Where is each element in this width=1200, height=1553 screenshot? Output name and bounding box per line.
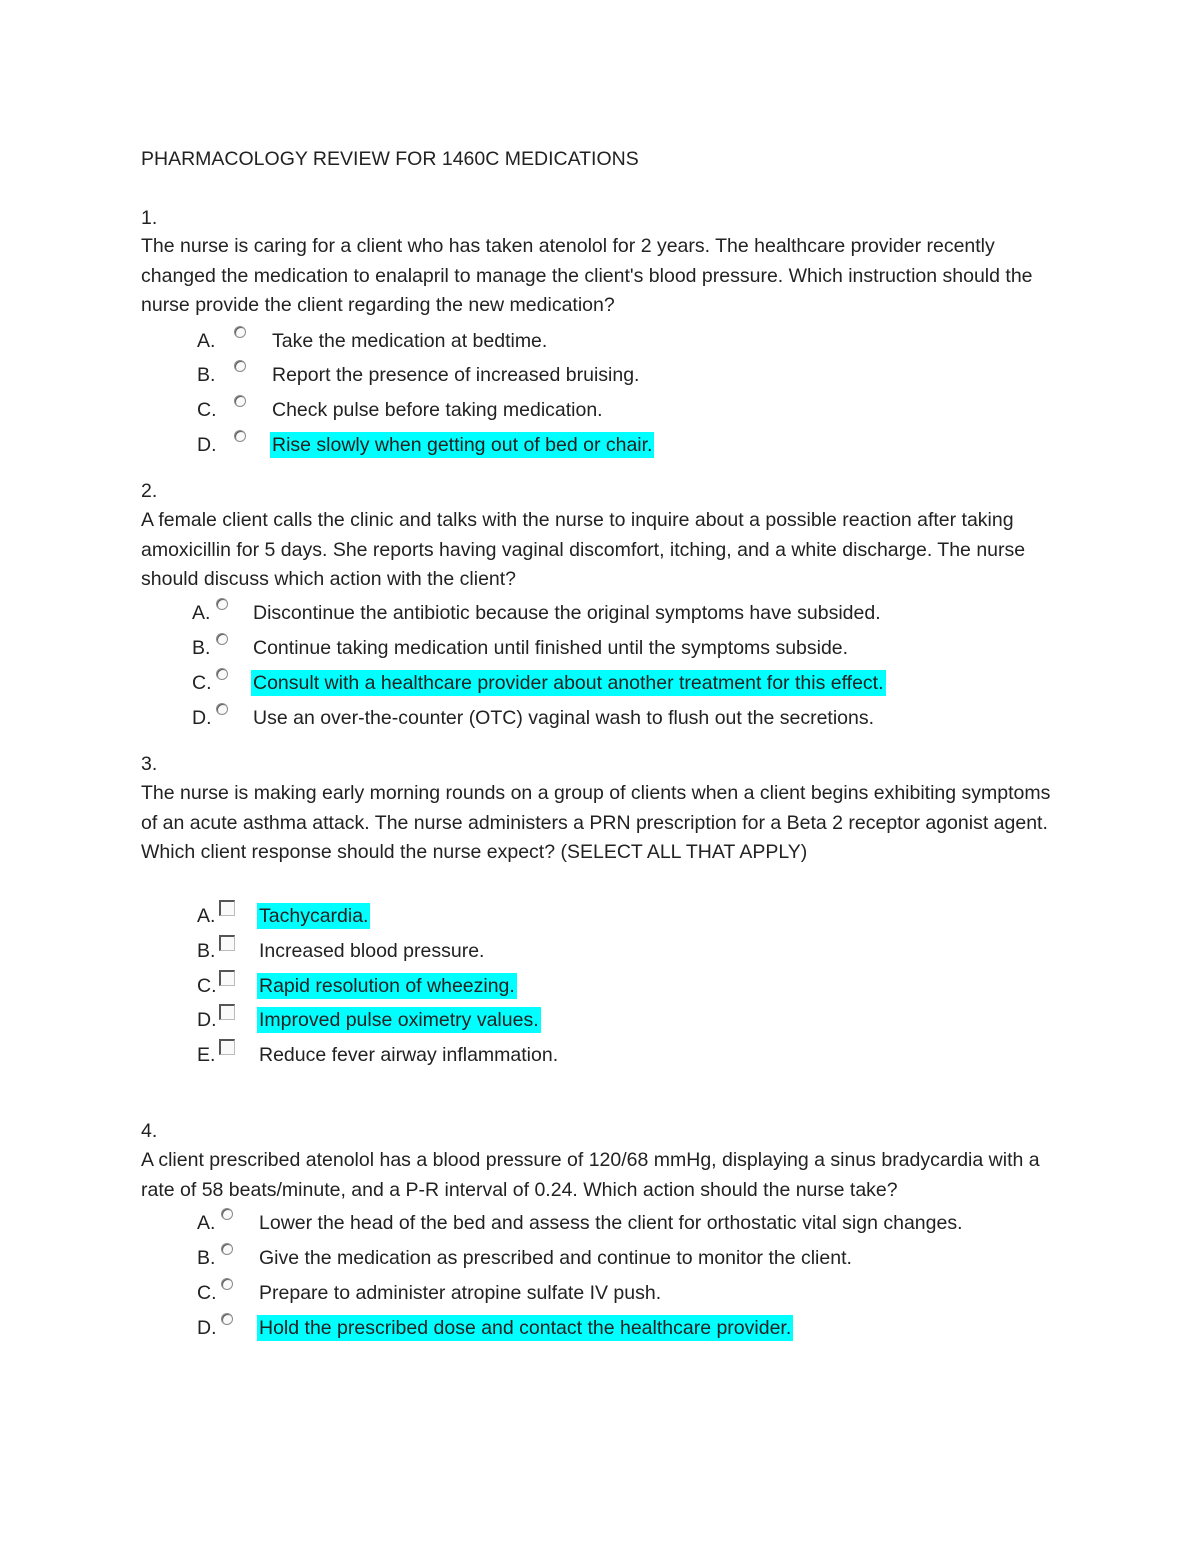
option-letter: E.: [197, 1044, 216, 1066]
option-letter: A.: [197, 330, 216, 352]
option-text: Increased blood pressure.: [259, 940, 485, 962]
radio-button-icon[interactable]: [234, 395, 246, 407]
question-text: The nurse is caring for a client who has taken atenolol for 2 years. The healthcare provider recently changed the medication to enalapril to manage the client's blood pressure. Which instruction should the nurse provide the client regarding the new medication?: [141, 235, 1033, 316]
option-letter: D.: [197, 434, 217, 456]
checkbox-icon[interactable]: [219, 900, 235, 916]
option-letter: A.: [197, 905, 216, 927]
radio-button-icon[interactable]: [234, 360, 246, 372]
question-number: 4.: [141, 1120, 158, 1142]
option-letter: B.: [197, 940, 216, 962]
radio-button-icon[interactable]: [216, 668, 228, 680]
option-text: Reduce fever airway inflammation.: [259, 1044, 559, 1066]
option-text: Report the presence of increased bruising.: [272, 364, 640, 386]
option-text-highlighted: Consult with a healthcare provider about another treatment for this effect.: [253, 672, 884, 694]
option-letter: C.: [192, 672, 212, 694]
question-text: A client prescribed atenolol has a blood pressure of 120/68 mmHg, displaying a sinus bradycardia with a rate of 58 beats/minute, and a P-R interval of 0.24. Which action should the nurse take?: [141, 1149, 1040, 1201]
option-letter: D.: [197, 1317, 217, 1339]
radio-button-icon[interactable]: [221, 1208, 233, 1220]
radio-button-icon[interactable]: [234, 430, 246, 442]
radio-button-icon[interactable]: [221, 1313, 233, 1325]
option-letter: C.: [197, 399, 217, 421]
option-letter: C.: [197, 1282, 217, 1304]
option-text-highlighted: Tachycardia.: [259, 905, 369, 927]
option-text: Lower the head of the bed and assess the client for orthostatic vital sign changes.: [259, 1212, 963, 1234]
radio-button-icon[interactable]: [216, 633, 228, 645]
option-text-highlighted: Rise slowly when getting out of bed or chair.: [272, 434, 653, 456]
radio-button-icon[interactable]: [216, 598, 228, 610]
question-text: The nurse is making early morning rounds on a group of clients when a client begins exhibiting symptoms of an acute asthma attack. The nurse administers a PRN prescription for a Beta 2 receptor agonist agent. Which client response should the nurse expect? (SELECT ALL THAT APPLY): [141, 782, 1051, 863]
radio-button-icon[interactable]: [221, 1243, 233, 1255]
option-text: Discontinue the antibiotic because the original symptoms have subsided.: [253, 602, 881, 624]
option-text-highlighted: Improved pulse oximetry values.: [259, 1009, 539, 1031]
option-letter: A.: [192, 602, 211, 624]
question-number: 1.: [141, 207, 158, 229]
option-letter: B.: [197, 1247, 216, 1269]
question-number: 3.: [141, 753, 158, 775]
radio-button-icon[interactable]: [234, 326, 246, 338]
option-text: Check pulse before taking medication.: [272, 399, 603, 421]
option-text: Prepare to administer atropine sulfate IV push.: [259, 1282, 662, 1304]
option-letter: D.: [192, 707, 212, 729]
checkbox-icon[interactable]: [219, 935, 235, 951]
option-letter: A.: [197, 1212, 216, 1234]
question-number: 2.: [141, 480, 158, 502]
option-text: Use an over-the-counter (OTC) vaginal wash to flush out the secretions.: [253, 707, 875, 729]
option-letter: C.: [197, 975, 217, 997]
option-letter: B.: [197, 364, 216, 386]
question-text: A female client calls the clinic and talks with the nurse to inquire about a possible reaction after taking amoxicillin for 5 days. She reports having vaginal discomfort, itching, and a white discharge. The nurse should discuss which action with the client?: [141, 509, 1026, 590]
checkbox-icon[interactable]: [219, 1039, 235, 1055]
radio-button-icon[interactable]: [221, 1278, 233, 1290]
option-text: Give the medication as prescribed and continue to monitor the client.: [259, 1247, 852, 1269]
option-text-highlighted: Rapid resolution of wheezing.: [259, 975, 515, 997]
document-title: PHARMACOLOGY REVIEW FOR 1460C MEDICATIONS: [141, 148, 639, 170]
option-text-highlighted: Hold the prescribed dose and contact the healthcare provider.: [259, 1317, 792, 1339]
checkbox-icon[interactable]: [219, 1004, 235, 1020]
checkbox-icon[interactable]: [219, 970, 235, 986]
radio-button-icon[interactable]: [216, 703, 228, 715]
option-text: Continue taking medication until finished until the symptoms subside.: [253, 637, 849, 659]
option-letter: D.: [197, 1009, 217, 1031]
option-text: Take the medication at bedtime.: [272, 330, 548, 352]
option-letter: B.: [192, 637, 211, 659]
